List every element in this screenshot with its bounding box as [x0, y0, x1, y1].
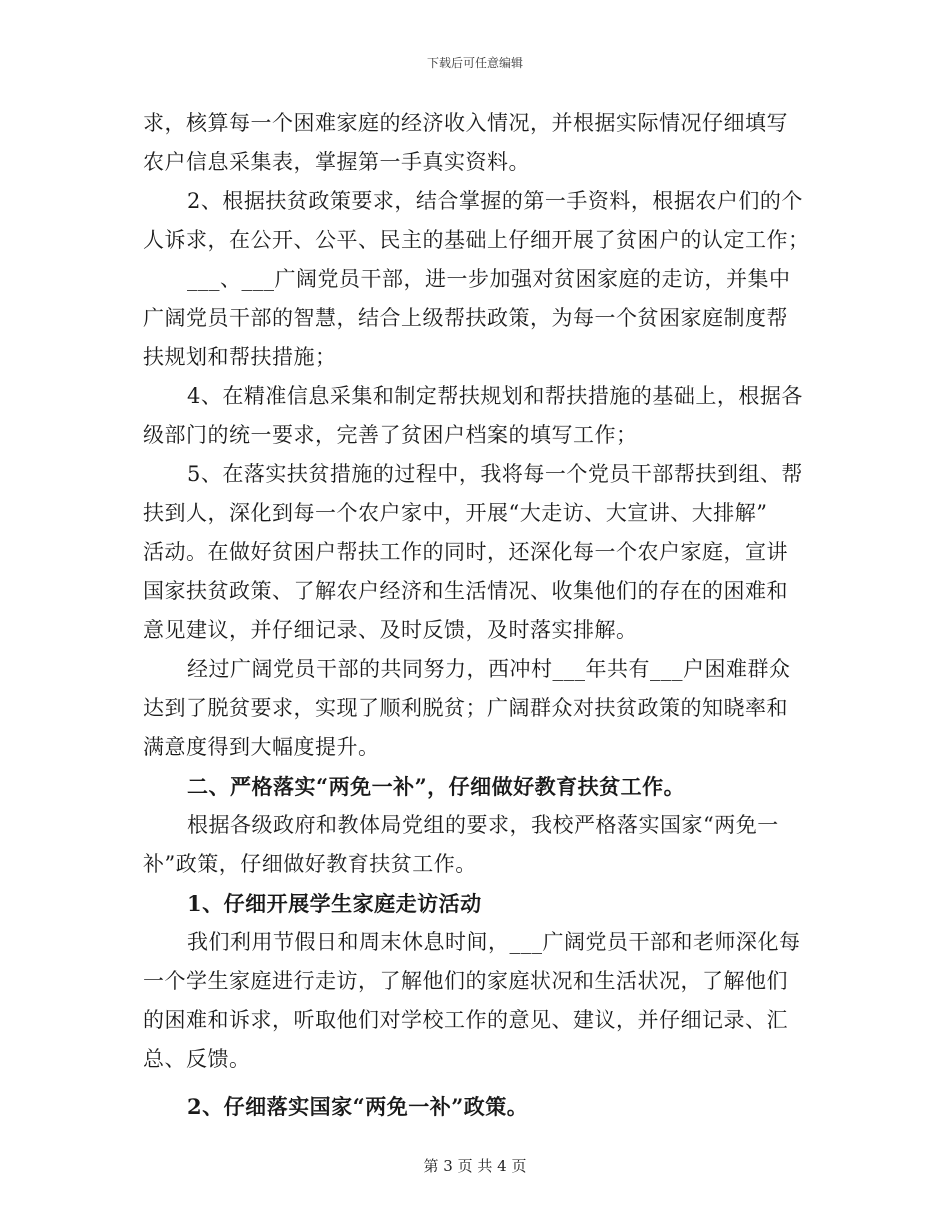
text-line: 人诉求，在公开、公平、民主的基础上仔细开展了贫困户的认定工作； — [143, 228, 810, 252]
text-line: 农户信息采集表，掌握第一手真实资料。 — [143, 150, 530, 174]
paragraph-start: 5、在落实扶贫措施的过程中，我将每一个党员干部帮扶到组、帮 — [187, 462, 803, 486]
text-line: 的困难和诉求，听取他们对学校工作的意见、建议，并仔细记录、汇 — [143, 1008, 788, 1032]
text-line: 扶到人，深化到每一个农户家中，开展“大走访、大宣讲、大排解” — [143, 501, 768, 525]
subsection-heading: 2、仔细落实国家“两免一补”政策。 — [187, 1094, 529, 1119]
paragraph-start: 我们利用节假日和周末休息时间，___广阔党员干部和老师深化每 — [187, 930, 801, 954]
text-line: 满意度得到大幅度提升。 — [143, 735, 380, 759]
text-line: 扶规划和帮扶措施； — [143, 345, 337, 369]
text-line: 一个学生家庭进行走访，了解他们的家庭状况和生活状况，了解他们 — [143, 969, 788, 993]
text-line: 达到了脱贫要求，实现了顺利脱贫；广阔群众对扶贫政策的知晓率和 — [143, 696, 788, 720]
paragraph-start: 4、在精准信息采集和制定帮扶规划和帮扶措施的基础上，根据各 — [187, 384, 803, 408]
section-heading: 二、严格落实“两免一补”，仔细做好教育扶贫工作。 — [187, 774, 686, 799]
paragraph-start: 2、根据扶贫政策要求，结合掌握的第一手资料，根据农户们的个 — [187, 189, 803, 213]
text-line: 国家扶贫政策、了解农户经济和生活情况、收集他们的存在的困难和 — [143, 579, 788, 603]
page-number: 第 3 页 共 4 页 — [423, 1157, 527, 1175]
text-line: 广阔党员干部的智慧，结合上级帮扶政策，为每一个贫困家庭制度帮 — [143, 306, 788, 330]
text-line: 意见建议，并仔细记录、及时反馈，及时落实排解。 — [143, 618, 638, 642]
paragraph-start: 经过广阔党员干部的共同努力，西冲村___年共有___户困难群众 — [187, 657, 791, 681]
text-line: 补”政策，仔细做好教育扶贫工作。 — [143, 852, 477, 876]
document-body — [143, 104, 810, 1126]
text-line: 总、反馈。 — [143, 1047, 251, 1071]
subsection-heading: 1、仔细开展学生家庭走访活动 — [187, 891, 482, 916]
paragraph-start: ___、___广阔党员干部，进一步加强对贫困家庭的走访，并集中 — [187, 267, 791, 291]
page-header-note: 下载后可任意编辑 — [426, 56, 523, 70]
text-line: 活动。在做好贫困户帮扶工作的同时，还深化每一个农户家庭，宣讲 — [143, 540, 788, 564]
text-line: 级部门的统一要求，完善了贫困户档案的填写工作； — [143, 423, 638, 447]
paragraph-start: 根据各级政府和教体局党组的要求，我校严格落实国家“两免一 — [187, 813, 779, 837]
text-line: 求，核算每一个困难家庭的经济收入情况，并根据实际情况仔细填写 — [143, 111, 788, 135]
